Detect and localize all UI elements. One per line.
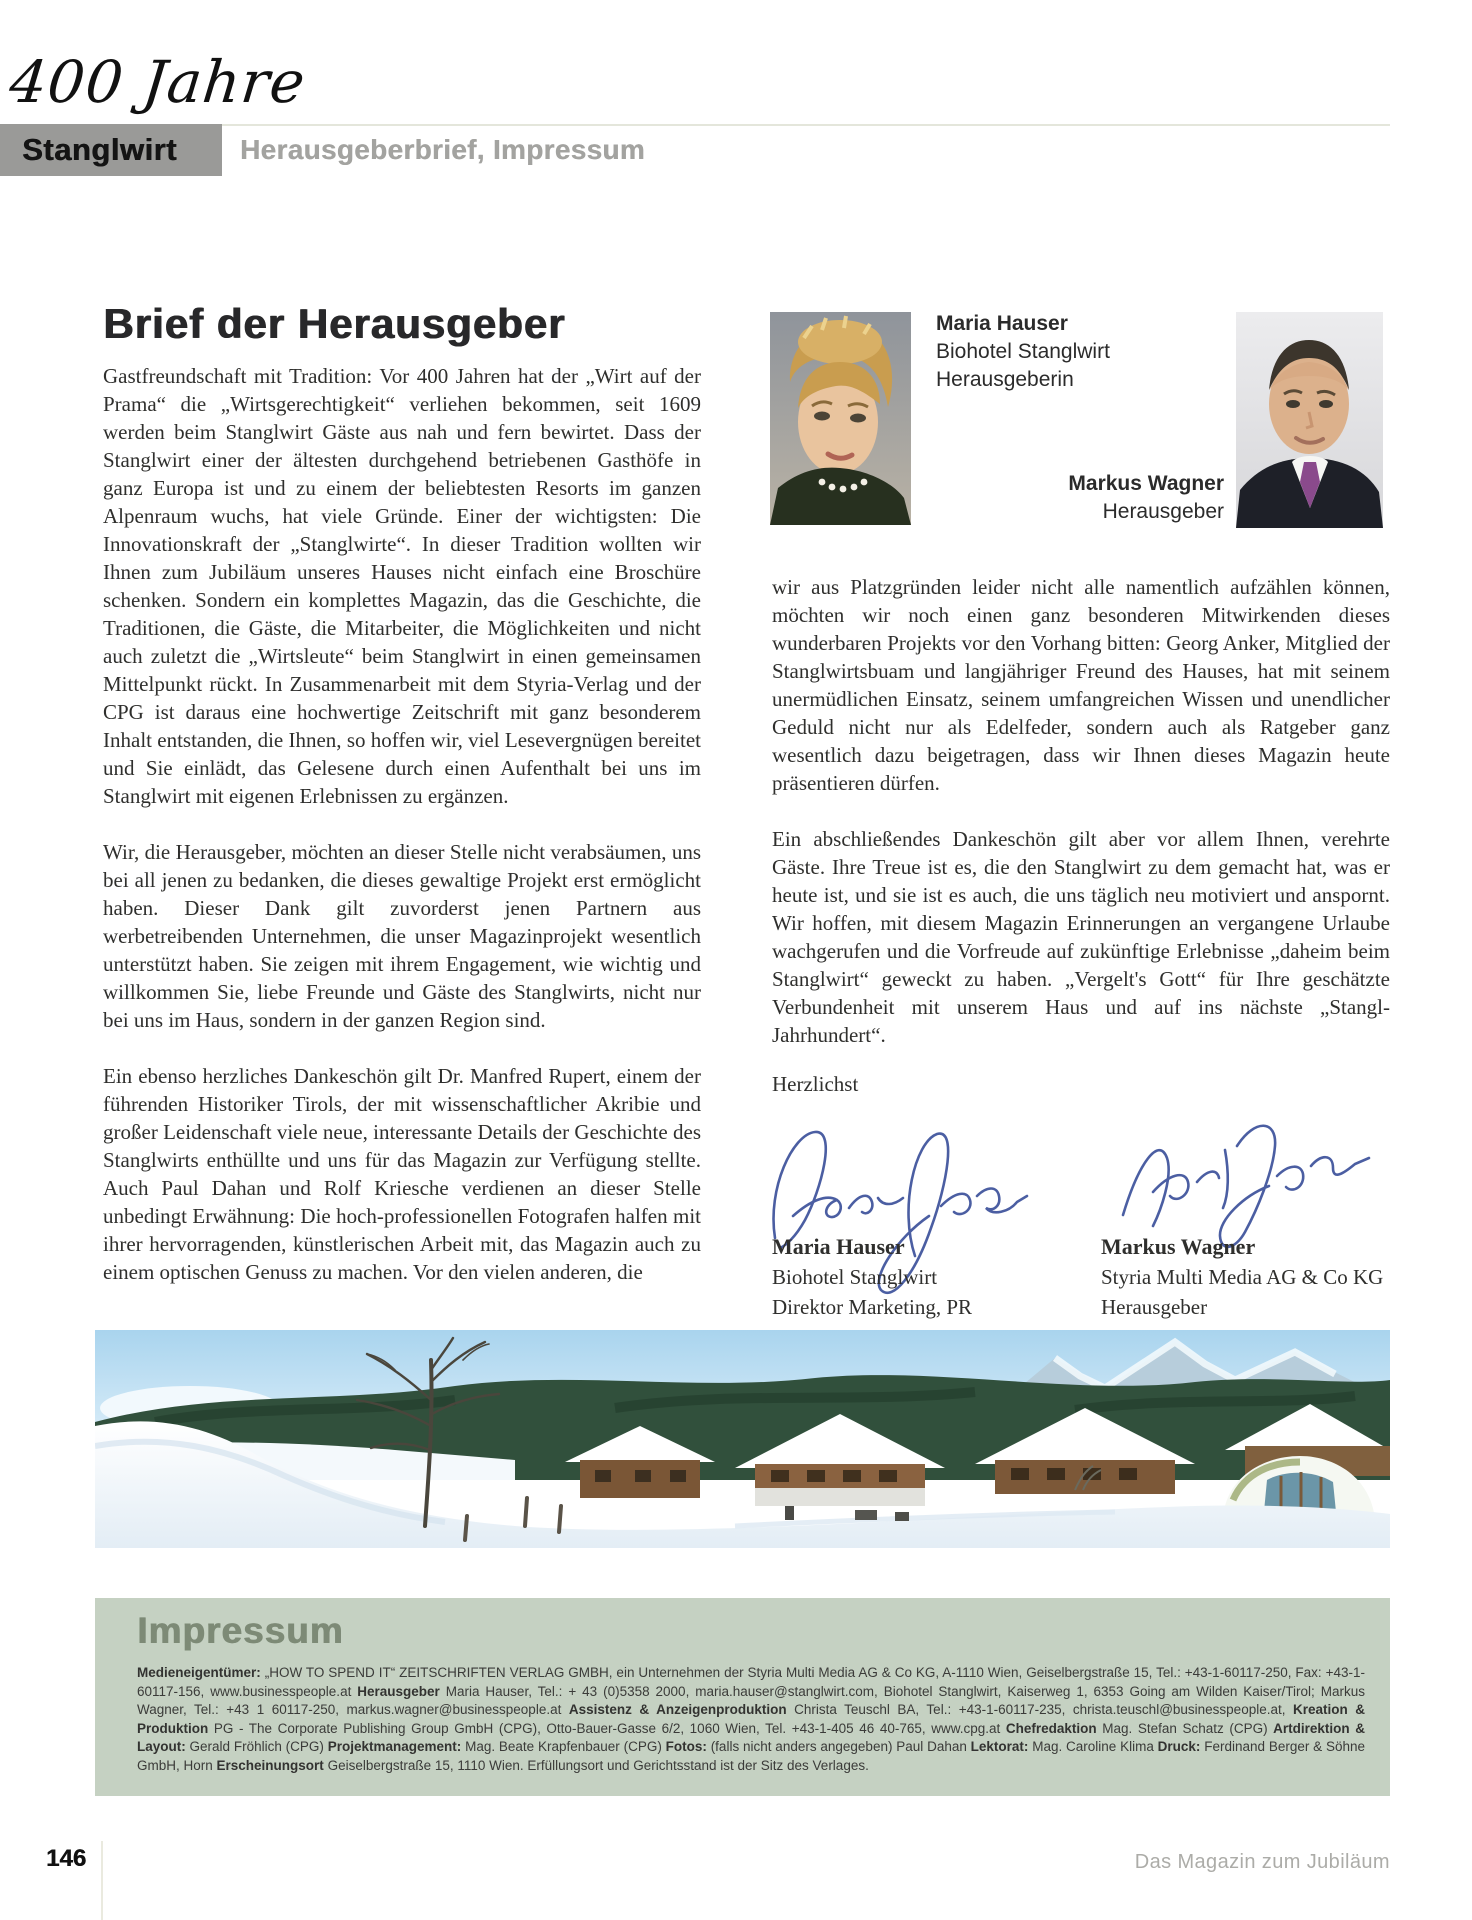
logo-400-jahre: 400 Jahre	[6, 48, 309, 116]
impressum-value: (falls nicht anders angegeben) Paul Dahan	[710, 1739, 971, 1754]
impressum-value: Maria Hauser, Tel.: + 43 (0)5358 2000, maria.hauser@stanglwirt.com, Biohotel Stanglwirt, Kaiserweg 1, 6353 Going am Wilden Kaiser/Tirol; Markus Wagner, Tel.: +43 1 60117-250, markus.wagner@businesspeople.at	[137, 1683, 1365, 1717]
sig-markus-name: Markus Wagner	[1101, 1234, 1256, 1259]
logo-stanglwirt: Stanglwirt	[22, 132, 177, 167]
impressum-label: Medieneigentümer:	[137, 1665, 265, 1680]
sig-maria-line2: Direktor Marketing, PR	[772, 1295, 973, 1319]
footer-magazine-label: Das Magazin zum Jubiläum	[1134, 1851, 1390, 1873]
impressum-value: Mag. Stefan Schatz (CPG)	[1102, 1720, 1274, 1736]
article-left-column	[103, 362, 701, 1314]
winter-panorama-photo	[95, 1330, 1390, 1548]
impressum-label: Assistenz & Anzeigenproduktion	[568, 1702, 795, 1717]
impressum-value: Mag. Caroline Klima	[1032, 1739, 1158, 1754]
caption-maria	[936, 310, 1110, 394]
footer-divider	[101, 1841, 103, 1920]
impressum-label: Erscheinungsort	[216, 1757, 328, 1773]
caption-markus-line2: Herausgeber	[1102, 500, 1224, 523]
article-right-column	[772, 573, 1390, 1077]
sig-markus-line1: Styria Multi Media AG & Co KG	[1101, 1265, 1384, 1289]
paragraph: Gastfreundschaft mit Tradition: Vor 400 Jahren hat der „Wirt auf der Prama“ die „Wirtsgerechtigkeit“ verliehen bekommen, seit 1609 werden beim Stanglwirt Gäste aus nah und fern bewirtet. Dass der Stanglwirt einer der ältesten durchgehend betriebenen Gasthöfe in ganz Europa ist und zu einem der beliebtesten Resorts im ganzen Alpenraum wuchs, hat viele Gründe. Einer der wichtigsten: Die Innovationskraft der „Stanglwirte“. In dieser Tradition wollten wir Ihnen zum Jubiläum unseres Hauses nicht einfach eine Broschüre schenken. Sondern ein komplettes Magazin, das die Geschichte, die Traditionen, die Gäste, die Mitarbeiter, die Möglichkeiten und nicht auch zuletzt die „Wirtsleute“ beim Stanglwirt in einen gemeinsamen Mittelpunkt rückt. In Zusammenarbeit mit dem Styria-Verlag und der CPG ist daraus eine hochwertige Zeitschrift mit ganz besonderem Inhalt entstanden, die Ihnen, so hoffen wir, viel Lesevergnügen bereitet und Sie einlädt, das Gelesene durch einen Aufenthalt bei uns im Stanglwirt mit eigenen Erlebnissen zu ergänzen.	[103, 364, 701, 808]
paragraph: wir aus Platzgründen leider nicht alle namentlich aufzählen können, möchten wir noch einen ganz besonderen Mitwirkenden dieses wunderbaren Projekts vor den Vorhang bitten: Georg Anker, Mitglied der Stanglwirtsbuam und langjähriger Freund des Hauses, hat mit seinem unermüdlichen Einsatz, seinem umfangreichen Wissen und unendlicher Geduld nicht nur als Edelfeder, sondern auch als Ratgeber ganz wesentlich dazu beigetragen, dass wir Ihnen dieses Magazin heute präsentieren dürfen.	[772, 575, 1390, 795]
impressum-text	[137, 1664, 1365, 1775]
portrait-photo-maria-hauser	[770, 312, 911, 525]
impressum-label: Kreation & Produktion	[137, 1702, 1365, 1736]
impressum-value: „HOW TO SPEND IT“ ZEITSCHRIFTEN VERLAG GMBH, ein Unternehmen der Styria Multi Media AG & Co KG, A-1110 Wien, Geiselbergstraße 15, Tel.: +43-1-60117-250, Fax: +43-1-60117-156, www.businesspeople.at	[137, 1665, 1365, 1699]
impressum-value: Gerald Fröhlich (CPG)	[189, 1739, 328, 1754]
caption-maria-name: Maria Hauser	[936, 312, 1068, 335]
impressum-value: PG - The Corporate Publishing Group GmbH (CPG), Otto-Bauer-Gasse 6/2, 1060 Wien, Tel. +43-1-405 46 40-765, www.cpg.at	[213, 1720, 1006, 1736]
caption-maria-line3: Herausgeberin	[936, 368, 1074, 391]
impressum-label: Fotos:	[665, 1739, 711, 1754]
section-title: Herausgeberbrief, Impressum	[240, 134, 645, 165]
paragraph: Wir, die Herausgeber, möchten an dieser Stelle nicht verabsäumen, uns bei all jenen zu bedanken, die dieses gewaltige Projekt erst ermöglicht haben. Dieser Dank gilt zuvorderst jenen Partnern aus werbetreibenden Unternehmen, die unser Magazinprojekt wesentlich unterstützt haben. Sie zeigen mit ihrem Engagement, wie wichtig und willkommen Sie, liebe Freunde und Gäste des Stanglwirts, nicht nur bei uns im Haus, sondern in der ganzen Region sind.	[103, 840, 701, 1032]
sig-markus-line2: Herausgeber	[1101, 1295, 1208, 1319]
caption-maria-line2: Biohotel Stanglwirt	[936, 340, 1110, 363]
impressum-value: Christa Teuschl BA, Tel.: +43-1-60117-235, christa.teuschl@businesspeople.at,	[794, 1702, 1293, 1717]
paragraph: Ein abschließendes Dankeschön gilt aber vor allem Ihnen, verehrte Gäste. Ihre Treue ist es, die den Stanglwirt zu dem gemacht hat, was er heute ist, und sie ist es auch, die uns täglich neu motiviert und anspornt. Wir hoffen, mit diesem Magazin Erinnerungen an vergangene Urlaube wachgerufen und die Vorfreude auf zukünftige Erlebnisse „daheim beim Stanglwirt“ geweckt zu haben. „Vergelt's Gott“ für Ihre geschätzte Verbundenheit mit unserem Haus und auf ins nächste „Stangl-Jahrhundert“.	[772, 827, 1390, 1047]
impressum-value: Mag. Beate Krapfenbauer (CPG)	[465, 1739, 666, 1754]
paragraph: Ein ebenso herzliches Dankeschön gilt Dr. Manfred Rupert, einem der führenden Historiker Tirols, der mit wissenschaftlicher Akribie und großer Leidenschaft viele neue, interessante Details der Geschichte des Stanglwirts enthüllte und uns für das Magazin zur Verfügung stellte. Auch Paul Dahan und Rolf Kriesche verdienen an dieser Stelle unbedingt Erwähnung: Die hoch-professionellen Fotografen halfen mit ihrer hervorragenden, künstlerischen Arbeit mit, das Magazin auch zu einem optischen Genuss zu machen. Vor den vielen anderen, die	[103, 1064, 701, 1284]
closing-word: Herzlichst	[772, 1072, 859, 1096]
impressum-label: Druck:	[1157, 1739, 1205, 1754]
impressum-value: Geiselbergstraße 15, 1110 Wien. Erfüllungsort und Gerichtsstand ist der Sitz des Verlages.	[327, 1757, 869, 1773]
impressum-label: Chefredaktion	[1005, 1720, 1103, 1736]
impressum-label: Projektmanagement:	[327, 1739, 466, 1754]
impressum-value: Ferdinand Berger & Söhne GmbH, Horn	[137, 1739, 1365, 1773]
page-number: 146	[46, 1845, 87, 1872]
logo-stanglwirt-box	[0, 124, 222, 176]
impressum-box	[95, 1598, 1390, 1796]
impressum-title: Impressum	[137, 1610, 344, 1651]
impressum-label: Artdirektion & Layout:	[137, 1720, 1366, 1754]
sig-maria-line1: Biohotel Stanglwirt	[772, 1265, 938, 1289]
portrait-photo-markus-wagner	[1236, 312, 1383, 528]
caption-markus-name: Markus Wagner	[1068, 472, 1224, 495]
sig-maria-name: Maria Hauser	[772, 1234, 905, 1259]
caption-markus	[1068, 470, 1224, 526]
signature-block-maria	[772, 1232, 972, 1322]
impressum-label: Herausgeber	[357, 1683, 446, 1699]
signature-block-markus	[1101, 1232, 1383, 1322]
article-title: Brief der Herausgeber	[103, 300, 566, 347]
impressum-label: Lektorat:	[970, 1739, 1033, 1754]
